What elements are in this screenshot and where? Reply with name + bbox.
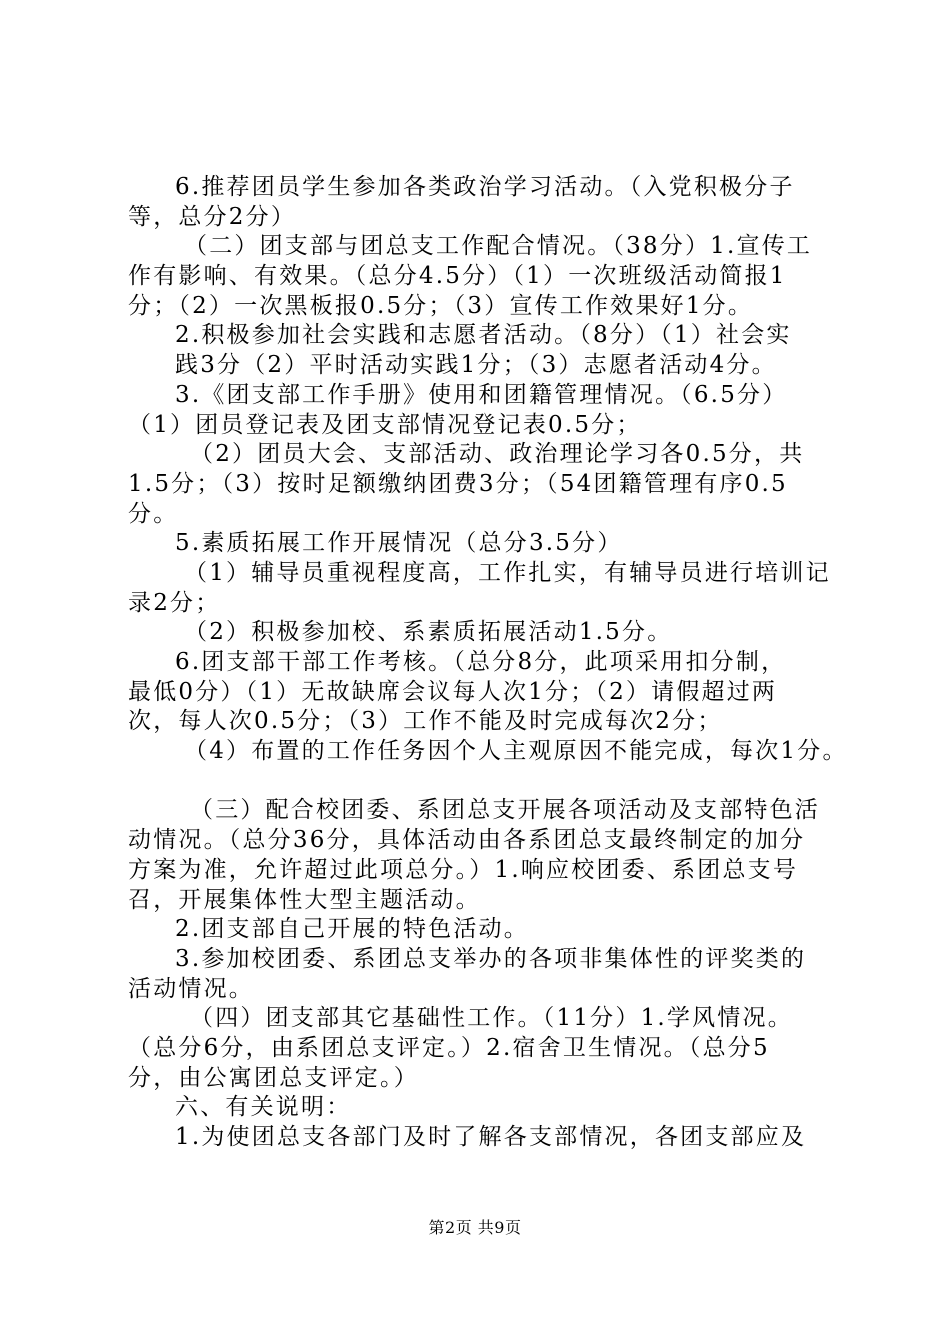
text-line: 3.《团支部工作手册》使用和团籍管理情况。（6.5分） <box>175 381 788 408</box>
text-line: 等，总分2分） <box>128 203 297 230</box>
text-line: 最低0分）（1）无故缺席会议每人次1分；（2）请假超过两 <box>128 678 778 705</box>
text-line: 分，由公寓团总支评定。） <box>128 1064 419 1091</box>
text-line: 6.团支部干部工作考核。（总分8分，此项采用扣分制， <box>175 649 787 675</box>
text-line: 活动情况。 <box>128 975 254 1002</box>
text-line: 录2分； <box>128 589 221 616</box>
text-line: （1）团员登记表及团支部情况登记表0.5分； <box>128 411 642 438</box>
text-line: 3.参加校团委、系团总支举办的各项非集体性的评奖类的 <box>175 945 807 972</box>
text-line: （2）团员大会、支部活动、政治理论学习各0.5分，共 <box>190 441 805 468</box>
text-line: 作有影响、有效果。（总分4.5分）（1）一次班级活动简报1 <box>128 263 787 290</box>
page-number-label: 第2页 共9页 <box>428 1218 522 1237</box>
text-line: 方案为准，允许超过此项总分。）1.响应校团委、系团总支号 <box>128 856 799 883</box>
text-line: 1.为使团总支各部门及时了解各支部情况，各团支部应及 <box>175 1124 807 1150</box>
text-line: 1.5分；（3）按时足额缴纳团费3分；（54团籍管理有序0.5 <box>128 470 788 497</box>
text-line: （三）配合校团委、系团总支开展各项活动及支部特色活 <box>190 797 820 824</box>
text-line: （1）辅导员重视程度高，工作扎实，有辅导员进行培训记 <box>184 559 831 586</box>
document-body <box>128 173 848 1153</box>
text-line: （总分6分，由系团总支评定。）2.宿舍卫生情况。（总分5 <box>128 1034 770 1061</box>
text-line: （4）布置的工作任务因个人主观原因不能完成，每次1分。 <box>184 738 848 765</box>
page-footer <box>0 1215 950 1238</box>
text-line: 分；（2）一次黑板报0.5分；（3）宣传工作效果好1分。 <box>128 292 754 319</box>
text-line: （二）团支部与团总支工作配合情况。（38分）1.宣传工 <box>184 233 813 260</box>
text-line: 2.团支部自己开展的特色活动。 <box>175 916 529 943</box>
text-line: 6.推荐团员学生参加各类政治学习活动。（入党积极分子 <box>175 174 795 200</box>
text-line: （2）积极参加校、系素质拓展活动1.5分。 <box>184 619 673 646</box>
text-line: 动情况。（总分36分，具体活动由各系团总支最终制定的加分 <box>128 827 806 854</box>
text-line: 践3分（2）平时活动实践1分；（3）志愿者活动4分。 <box>175 352 777 379</box>
text-line: 2.积极参加社会实践和志愿者活动。（8分）（1）社会实 <box>175 322 792 349</box>
text-line: 六、有关说明： <box>175 1094 352 1121</box>
text-line: 分。 <box>128 500 179 527</box>
blank-line <box>128 767 838 797</box>
text-line: 次，每人次0.5分；（3）工作不能及时完成每次2分； <box>128 708 723 735</box>
text-line: （四）团支部其它基础性工作。（11分）1.学风情况。 <box>190 1005 793 1032</box>
text-line: 5.素质拓展工作开展情况（总分3.5分） <box>175 530 623 557</box>
text-line: 召，开展集体性大型主题活动。 <box>128 886 481 913</box>
